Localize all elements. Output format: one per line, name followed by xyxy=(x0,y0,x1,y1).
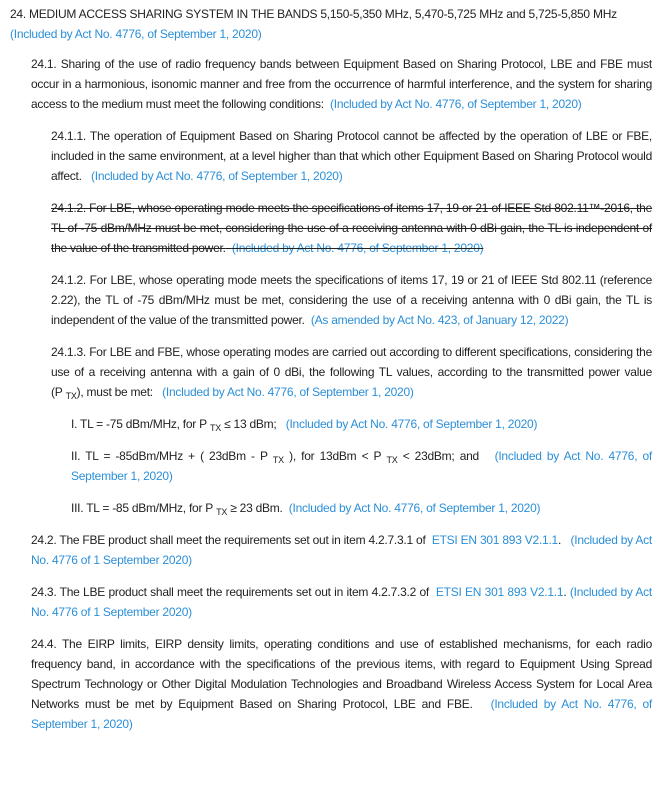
paragraph-text: 24.2. The FBE product shall meet the requirements set out in item 4.2.7.3.1 of xyxy=(31,533,426,547)
item-text: ≤ 13 dBm; xyxy=(224,417,277,431)
item-text: < 23dBm; and xyxy=(402,449,479,463)
etsi-standard-link[interactable]: ETSI EN 301 893 V2.1.1 xyxy=(435,585,564,599)
etsi-standard-link[interactable]: ETSI EN 301 893 V2.1.1 xyxy=(431,533,558,547)
paragraph-text: 24.1.1. The operation of Equipment Based on Sharing Protocol cannot be affected by the operation of LBE or FBE, included in the same environment, at a level higher than that which other Equipment Based on Sharing Protocol would affect. xyxy=(51,129,652,183)
subscript: TX xyxy=(209,423,221,433)
amendment-note: (Included by Act No. 4776, of September 1, 2020) xyxy=(288,501,541,515)
paragraph-text: 24.1.2. For LBE, whose operating mode meets the specifications of items 17, 19 or 21 of IEEE Std 802.11 (reference 2.22), the TL of -75 dBm/MHz must be met, considering the use of a receiving antenna with 0 dBi gain, the TL is independent of the value of the transmitted power. xyxy=(51,273,652,327)
paragraph-text: 24.3. The LBE product shall meet the requirements set out in item 4.2.7.3.2 of xyxy=(31,585,429,599)
paragraph-24-1 xyxy=(31,54,652,114)
item-text: I. TL = -75 dBm/MHz, for P xyxy=(71,417,207,431)
paragraph-text: ), must be met: xyxy=(76,385,153,399)
paragraph-24-3 xyxy=(31,582,652,622)
amendment-note: (Included by Act No. 4776, of September 1, 2020) xyxy=(231,241,484,255)
heading-text: 24. MEDIUM ACCESS SHARING SYSTEM IN THE BANDS 5,150-5,350 MHz, 5,470-5,725 MHz and 5,725-5,850 MHz xyxy=(10,7,617,21)
punctuation: . xyxy=(563,585,567,599)
item-iii xyxy=(71,498,652,518)
paragraph-24-2 xyxy=(31,530,652,570)
paragraph-24-4 xyxy=(31,634,652,734)
subscript: TX xyxy=(272,455,284,465)
amendment-note: (Included by Act No. 4776, of September 1, 2020) xyxy=(71,449,652,483)
paragraph-text: 24.1.3. For LBE and FBE, whose operating modes are carried out according to different specifications, considering the use of a receiving antenna with a gain of 0 dBi, the following TL values, according to the transmitted power value (P xyxy=(51,345,652,399)
amendment-note: (Included by Act No. 4776, of September 1, 2020) xyxy=(330,97,582,111)
amendment-note: (Included by Act No. 4776, of September 1, 2020) xyxy=(31,697,652,731)
amendment-note: (Included by Act No. 4776, of September 1, 2020) xyxy=(285,417,538,431)
punctuation: . xyxy=(557,533,562,547)
amendment-note: (Included by Act No. 4776 of 1 September 2020) xyxy=(31,585,653,619)
item-i xyxy=(71,414,652,434)
paragraph-24-1-3 xyxy=(51,342,652,402)
section-24-heading xyxy=(10,4,652,44)
subscript: TX xyxy=(216,507,228,517)
amendment-note: (Included by Act No. 4776, of September 1, 2020) xyxy=(162,385,414,399)
item-text: II. TL = -85dBm/MHz + ( 23dBm - P xyxy=(71,449,268,463)
paragraph-24-1-2 xyxy=(51,270,652,330)
item-ii xyxy=(71,446,652,486)
amendment-note: (Included by Act No. 4776, of September 1, 2020) xyxy=(90,169,343,183)
paragraph-text: 24.4. The EIRP limits, EIRP density limits, operating conditions and use of established mechanisms, for each radio frequency band, in accordance with the specifications of the previous items, with regard to Equipment Using Spread Spectrum Technology or Other Digital Modulation Technologies and Broadband Wireless Access System for Local Area Networks must be met by Equipment Based on Sharing Protocol, LBE and FBE. xyxy=(31,637,652,711)
paragraph-24-1-2-revoked xyxy=(51,198,652,258)
amendment-note: (Included by Act No. 4776, of September 1, 2020) xyxy=(10,27,262,41)
amendment-note: (As amended by Act No. 423, of January 12, 2022) xyxy=(310,313,569,327)
subscript: TX xyxy=(386,455,398,465)
paragraph-24-1-1 xyxy=(51,126,652,186)
item-text: III. TL = -85 dBm/MHz, for P xyxy=(71,501,214,515)
subscript: TX xyxy=(65,391,77,401)
revoked-text: 24.1.2. For LBE, whose operating mode meets the specifications of items 17, 19 or 21 of IEEE Std 802.11™-2016, the TL of -75 dBm/MHz must be met, considering the use of a receiving antenna with 0 dBi gain, the TL is independent of the value of the transmitted power. xyxy=(51,201,652,255)
paragraph-text: 24.1. Sharing of the use of radio frequency bands between Equipment Based on Sharing Protocol, LBE and FBE must occur in a harmonious, isonomic manner and free from the occurrence of harmful interference, and the system for sharing access to the medium must meet the following conditions: xyxy=(31,57,652,111)
amendment-note: (Included by Act No. 4776 of 1 September 2020) xyxy=(31,533,652,567)
item-text: ), for 13dBm < P xyxy=(289,449,382,463)
item-text: ≥ 23 dBm. xyxy=(230,501,283,515)
